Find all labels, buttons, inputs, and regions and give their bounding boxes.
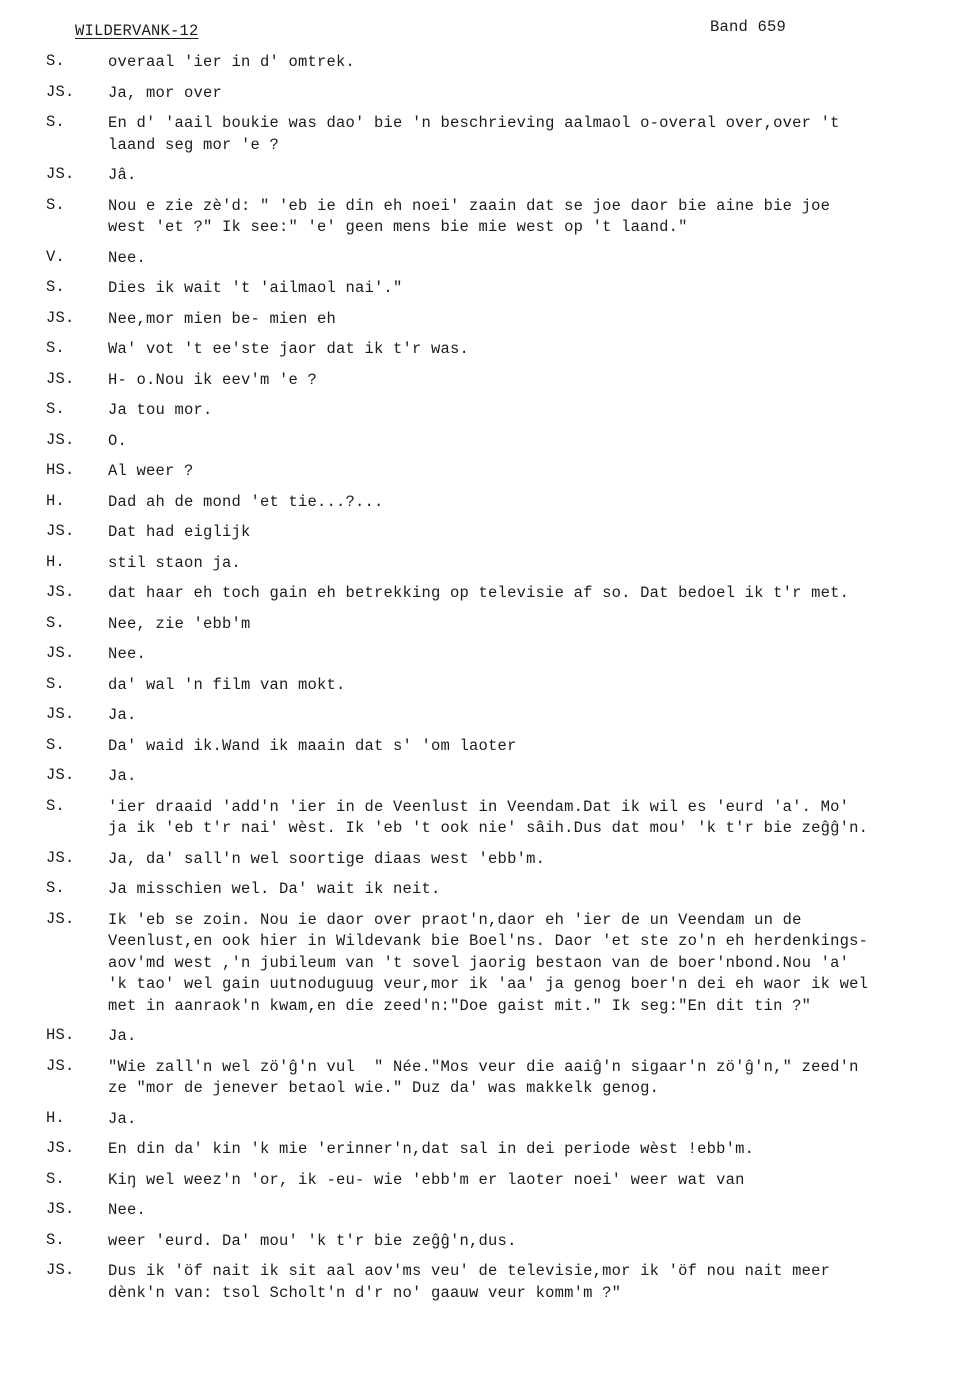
- speaker-label: S.: [46, 1230, 66, 1249]
- speaker-label: JS.: [46, 1200, 75, 1218]
- utterance-text: [108, 309, 979, 331]
- utterance-text: [108, 614, 979, 636]
- transcript-row: [0, 879, 979, 901]
- speaker-label: JS.: [46, 909, 75, 928]
- utterance-line: O.: [108, 431, 128, 450]
- utterance-line: Ik 'eb se zoin. Nou ie daor over praot'n,daor eh 'ier de un Veendam un de: [108, 910, 802, 929]
- speaker-label: JS.: [46, 165, 75, 183]
- utterance-text: [108, 736, 979, 758]
- transcript-row: [0, 1200, 979, 1222]
- transcript-row: [0, 797, 979, 840]
- utterance-text: [108, 339, 979, 361]
- utterance-line: Kiŋ wel weez'n 'or, ik -eu- wie 'ebb'm er laoter noei' weer wat van: [108, 1170, 745, 1189]
- utterance-text: [108, 400, 979, 422]
- speaker-label: HS.: [46, 461, 75, 479]
- speaker-label: S.: [46, 278, 66, 296]
- utterance-line: Da' waid ik.Wand ik maain dat s' 'om laoter: [108, 736, 517, 755]
- utterance-line: En din da' kin 'k mie 'erinner'n,dat sal in dei periode wèst !ebb'm.: [108, 1140, 755, 1158]
- utterance-line: "Wie zall'n wel zö'ĝ'n vul " Née."Mos veur die aaiĝ'n sigaar'n zö'ĝ'n," zeed'n: [108, 1057, 859, 1076]
- utterance-text: [108, 849, 979, 871]
- transcript-row: [0, 83, 979, 105]
- utterance-line: 'k tao' wel gain uutnoduguug veur,mor ik 'aa' ja genog boer'n dei eh waor ik wel: [108, 975, 869, 993]
- speaker-label: S.: [46, 879, 66, 897]
- speaker-label: S.: [46, 400, 66, 418]
- utterance-text: [108, 461, 979, 483]
- utterance-line: Ja.: [108, 767, 137, 785]
- utterance-text: [108, 1200, 979, 1222]
- transcript-row: [0, 644, 979, 666]
- transcript-row: [0, 1261, 979, 1304]
- speaker-label: JS.: [46, 705, 75, 723]
- utterance-text: [108, 248, 979, 270]
- speaker-label: S.: [46, 613, 66, 632]
- utterance-line: Nee, zie 'ebb'm: [108, 614, 251, 633]
- transcript-row: [0, 492, 979, 514]
- tape-number: Band 659: [710, 18, 787, 36]
- utterance-line: Dus ik 'öf nait ik sit aal aov'ms veu' de televisie,mor ik 'öf nou nait meer: [108, 1262, 831, 1280]
- utterance-line: overaal 'ier in d' omtrek.: [108, 53, 356, 71]
- utterance-text: [108, 83, 979, 105]
- utterance-line: Al weer ?: [108, 462, 194, 480]
- speaker-label: JS.: [46, 82, 75, 101]
- transcript: [0, 52, 979, 1313]
- utterance-line: Ja, mor over: [108, 83, 223, 102]
- transcript-row: [0, 766, 979, 788]
- speaker-label: JS.: [46, 848, 75, 867]
- speaker-label: S.: [46, 735, 66, 754]
- utterance-text: [108, 910, 979, 1018]
- speaker-label: H.: [46, 491, 66, 510]
- transcript-row: [0, 736, 979, 758]
- utterance-text: [108, 165, 979, 187]
- utterance-line: weer 'eurd. Da' mou' 'k t'r bie zeĝĝ'n,dus.: [108, 1231, 517, 1250]
- speaker-label: S.: [46, 113, 66, 131]
- transcript-row: [0, 461, 979, 483]
- utterance-text: [108, 797, 979, 840]
- transcript-row: [0, 910, 979, 1018]
- utterance-text: [108, 705, 979, 727]
- transcript-row: [0, 309, 979, 331]
- speaker-label: S.: [46, 339, 66, 357]
- transcript-row: [0, 553, 979, 575]
- speaker-label: JS.: [46, 1056, 75, 1075]
- utterance-text: [108, 1109, 979, 1131]
- utterance-text: [108, 675, 979, 697]
- utterance-line: ja ik 'eb t'r nai' wèst. Ik 'eb 't ook nie' sâih.Dus dat mou' 'k t'r bie zeĝĝ'n.: [108, 819, 869, 837]
- utterance-text: [108, 1170, 979, 1192]
- utterance-line: H- o.Nou ik eev'm 'e ?: [108, 370, 318, 389]
- transcript-row: [0, 400, 979, 422]
- transcript-row: [0, 431, 979, 453]
- utterance-text: [108, 370, 979, 392]
- utterance-text: [108, 52, 979, 74]
- utterance-line: Jâ.: [108, 166, 137, 184]
- transcript-row: [0, 278, 979, 300]
- transcript-row: [0, 522, 979, 544]
- transcript-row: [0, 1139, 979, 1161]
- speaker-label: JS.: [46, 308, 75, 327]
- utterance-line: da' wal 'n film van mokt.: [108, 675, 346, 694]
- speaker-label: S.: [46, 195, 66, 214]
- utterance-text: [108, 583, 979, 605]
- utterance-line: aov'md west ,'n jubileum van 't sovel jaorig bestaon van de boer'nbond.Nou 'a': [108, 953, 850, 972]
- utterance-line: En d' 'aail boukie was dao' bie 'n beschrieving aalmaol o-overal over,over 't: [108, 114, 840, 132]
- utterance-line: laand seg mor 'e ?: [108, 135, 280, 154]
- transcript-row: [0, 370, 979, 392]
- transcript-row: [0, 614, 979, 636]
- speaker-label: JS.: [46, 583, 75, 601]
- speaker-label: S.: [46, 52, 66, 70]
- utterance-line: Wa' vot 't ee'ste jaor dat ik t'r was.: [108, 340, 470, 358]
- utterance-line: west 'et ?" Ik see:" 'e' geen mens bie mie west op 't laand.": [108, 218, 688, 236]
- utterance-text: [108, 766, 979, 788]
- transcript-row: [0, 849, 979, 871]
- utterance-line: ze "mor de jenever betaol wie." Duz da' was makkelk genog.: [108, 1079, 660, 1097]
- utterance-line: 'ier draaid 'add'n 'ier in de Veenlust in Veendam.Dat ik wil es 'eurd 'a'. Mo': [108, 797, 850, 816]
- document-title: WILDERVANK-12: [75, 22, 199, 40]
- transcript-row: [0, 248, 979, 270]
- utterance-text: [108, 644, 979, 666]
- utterance-text: [108, 879, 979, 901]
- speaker-label: JS.: [46, 522, 75, 540]
- utterance-line: Ja misschien wel. Da' wait ik neit.: [108, 880, 441, 898]
- utterance-line: Veenlust,en ook hier in Wildevank bie Boel'ns. Daor 'et ste zo'n eh herdenkings-: [108, 932, 869, 950]
- speaker-label: JS.: [46, 369, 75, 388]
- speaker-label: JS.: [46, 644, 75, 662]
- utterance-text: [108, 113, 979, 156]
- utterance-text: [108, 1139, 979, 1161]
- utterance-text: [108, 522, 979, 544]
- transcript-row: [0, 705, 979, 727]
- speaker-label: JS.: [46, 430, 75, 449]
- utterance-line: dènk'n van: tsol Scholt'n d'r no' gaauw veur komm'm ?": [108, 1283, 622, 1302]
- utterance-text: [108, 1057, 979, 1100]
- utterance-line: Ja.: [108, 1109, 137, 1128]
- speaker-label: S.: [46, 796, 66, 815]
- utterance-text: [108, 492, 979, 514]
- transcript-row: [0, 165, 979, 187]
- transcript-row: [0, 1231, 979, 1253]
- utterance-text: [108, 553, 979, 575]
- transcript-row: [0, 52, 979, 74]
- utterance-line: Ja.: [108, 706, 137, 724]
- utterance-line: Nee.: [108, 248, 147, 267]
- transcript-row: [0, 113, 979, 156]
- utterance-line: Nou e zie zè'd: " 'eb ie din eh noei' zaain dat se joe daor bie aine bie joe: [108, 196, 831, 215]
- speaker-label: H.: [46, 1108, 66, 1127]
- speaker-label: JS.: [46, 1261, 75, 1279]
- utterance-line: Nee.: [108, 645, 147, 663]
- transcript-row: [0, 339, 979, 361]
- utterance-line: Ja, da' sall'n wel soortige diaas west 'ebb'm.: [108, 849, 546, 868]
- utterance-line: Dat had eiglijk: [108, 523, 251, 541]
- speaker-label: JS.: [46, 766, 75, 784]
- utterance-text: [108, 278, 979, 300]
- utterance-text: [108, 431, 979, 453]
- utterance-text: [108, 1261, 979, 1304]
- utterance-text: [108, 1231, 979, 1253]
- speaker-label: HS.: [46, 1026, 75, 1044]
- transcript-row: [0, 1026, 979, 1048]
- speaker-label: S.: [46, 1169, 66, 1188]
- utterance-line: Ja tou mor.: [108, 401, 213, 419]
- speaker-label: S.: [46, 674, 66, 693]
- utterance-line: Nee.: [108, 1201, 147, 1219]
- utterance-line: dat haar eh toch gain eh betrekking op televisie af so. Dat bedoel ik t'r met.: [108, 584, 850, 602]
- transcript-row: [0, 1057, 979, 1100]
- utterance-line: Dad ah de mond 'et tie...?...: [108, 492, 384, 511]
- utterance-line: stil staon ja.: [108, 553, 242, 572]
- utterance-line: met in aanraok'n kwam,en die zeed'n:"Doe gaist mit." Ik seg:"En dit tin ?": [108, 996, 812, 1015]
- speaker-label: JS.: [46, 1139, 75, 1157]
- utterance-text: [108, 1026, 979, 1048]
- speaker-label: H.: [46, 552, 66, 571]
- transcript-row: [0, 1109, 979, 1131]
- transcript-row: [0, 1170, 979, 1192]
- utterance-line: Nee,mor mien be- mien eh: [108, 309, 337, 328]
- speaker-label: V.: [46, 247, 66, 266]
- utterance-line: Ja.: [108, 1027, 137, 1045]
- utterance-line: Dies ik wait 't 'ailmaol nai'.": [108, 279, 403, 297]
- transcript-row: [0, 583, 979, 605]
- transcript-row: [0, 196, 979, 239]
- transcript-row: [0, 675, 979, 697]
- utterance-text: [108, 196, 979, 239]
